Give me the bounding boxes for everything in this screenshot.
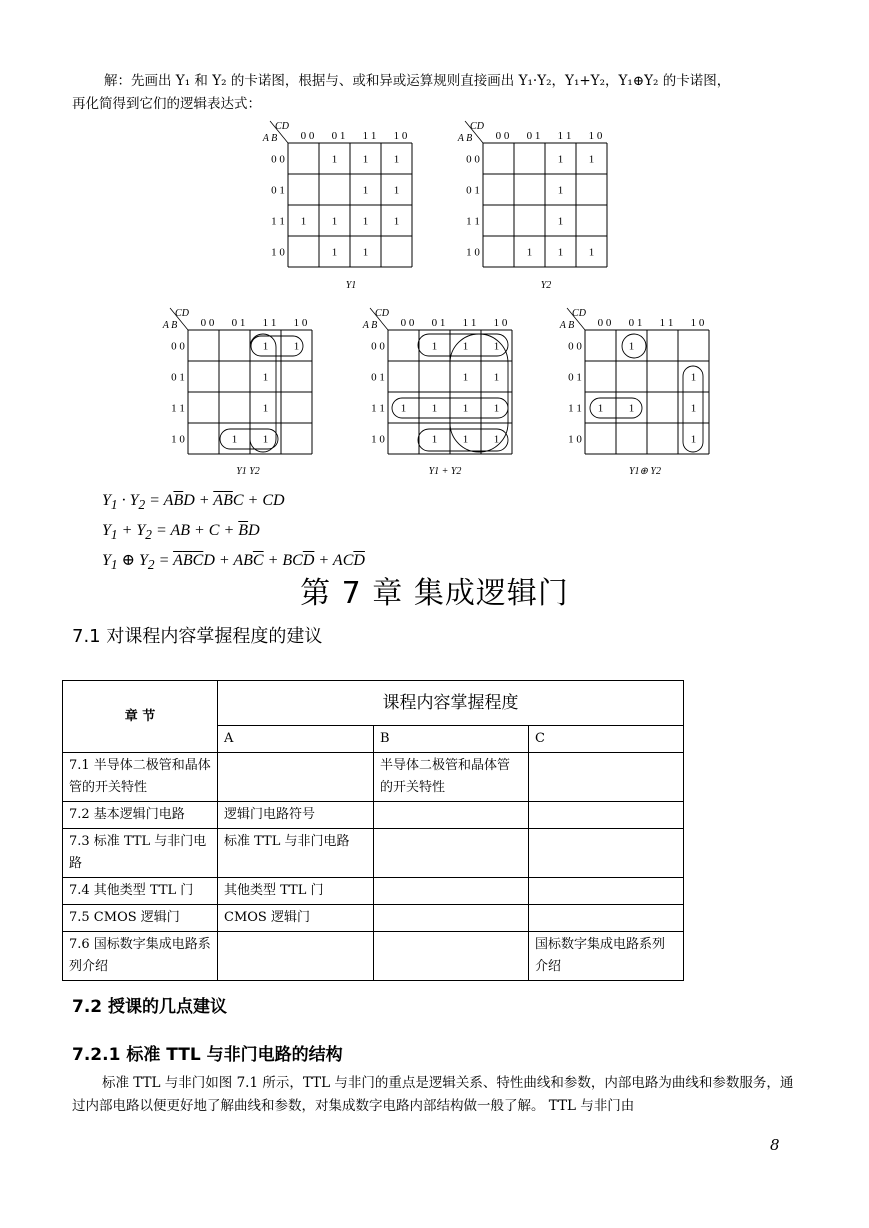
cell-a <box>218 753 374 802</box>
kmap-row-label: 0 1 <box>466 184 480 197</box>
cell-a <box>218 932 374 981</box>
kmap-cell-value: 1 <box>462 340 469 353</box>
kmap-cell-value: 1 <box>393 215 400 228</box>
kmap-row-label: 0 0 <box>271 153 285 166</box>
kmap-cd-label: CD <box>572 308 586 319</box>
cell-b <box>374 905 529 932</box>
cell-b <box>374 932 529 981</box>
kmap-row-label: 0 0 <box>371 340 385 353</box>
kmap-cell-value: 1 <box>557 246 564 259</box>
kmap-cell-value: 1 <box>526 246 533 259</box>
kmap-cell-value: 1 <box>431 340 438 353</box>
kmap-group-loop <box>220 429 278 449</box>
kmap-cell-value: 1 <box>557 184 564 197</box>
grade-c: C <box>529 726 684 753</box>
table-row <box>63 905 684 932</box>
kmap-cell-value: 1 <box>362 246 369 259</box>
karnaugh-maps <box>0 0 869 490</box>
cell-section: 7.1 半导体二极管和晶体管的开关特性 <box>63 753 218 802</box>
cell-c <box>529 829 684 878</box>
kmap-col-label: 0 1 <box>628 317 643 329</box>
section-7-1-heading: 7.1 对课程内容掌握程度的建议 <box>72 626 323 647</box>
kmap-col-label: 0 1 <box>526 130 541 142</box>
grade-a: A <box>218 726 374 753</box>
cell-c <box>529 753 684 802</box>
kmap-cell-value: 1 <box>393 184 400 197</box>
table-row <box>63 802 684 829</box>
kmap-col-label: 0 1 <box>431 317 446 329</box>
kmap-cell-value: 1 <box>462 402 469 415</box>
kmap-col-label: 0 0 <box>200 317 215 329</box>
paragraph-text: 标准 TTL 与非门如图 7.1 所示，TTL 与非门的重点是逻辑关系、特性曲线和参数，内部电路为曲线和参数服务，通过内部电路以便更好地了解曲线和参数，对集成数字电路内部结构做一般了解。 TTL 与非门由 <box>72 1075 794 1114</box>
intro-line-2: 再化简得到它们的逻辑表达式： <box>72 96 261 112</box>
kmap-col-label: 1 1 <box>557 130 572 142</box>
mastery-table <box>62 680 684 981</box>
kmap-cd-label: CD <box>470 121 484 132</box>
kmap-cell-value: 1 <box>262 402 269 415</box>
kmap-cell-value: 1 <box>690 433 697 446</box>
kmap-row-label: 0 0 <box>171 340 185 353</box>
cell-b <box>374 829 529 878</box>
kmap-cell-value: 1 <box>557 153 564 166</box>
intro-line-1: 解：先画出 Y₁ 和 Y₂ 的卡诺图，根据与、或和异或运算规则直接画出 Y₁·Y₂，Y₁+Y₂，Y₁⊕Y₂ 的卡诺图， <box>104 73 731 89</box>
table-header-row <box>63 681 684 726</box>
kmap-cell-value: 1 <box>262 433 269 446</box>
kmap-caption: Y1 + Y2 <box>428 466 462 477</box>
kmap-ab-label: A B <box>559 320 575 331</box>
kmap-row-label: 1 0 <box>271 246 285 259</box>
kmap-row-label: 0 1 <box>371 371 385 384</box>
kmap-col-label: 0 0 <box>495 130 510 142</box>
kmap-row-label: 1 0 <box>371 433 385 446</box>
kmap-cell-value: 1 <box>431 433 438 446</box>
equation-or: $Y_1 + Y_2$ = AB + $C + \overline{B}D$ <box>102 522 260 543</box>
kmap-cell-value: 1 <box>331 215 338 228</box>
table-row <box>63 878 684 905</box>
cell-section: 7.5 CMOS 逻辑门 <box>63 905 218 932</box>
section-7-2-1-heading: 7.2.1 标准 TTL 与非门电路的结构 <box>72 1045 343 1065</box>
kmap-cell-value: 1 <box>690 402 697 415</box>
kmap-cell-value: 1 <box>628 340 635 353</box>
kmap-cell-value: 1 <box>588 153 595 166</box>
kmap-row-label: 0 1 <box>271 184 285 197</box>
kmap-cell-value: 1 <box>493 402 500 415</box>
kmap-col-label: 1 0 <box>493 317 508 329</box>
cell-a: CMOS 逻辑门 <box>218 905 374 932</box>
kmap-caption: Y2 <box>540 280 552 291</box>
kmap-caption: Y1 <box>345 280 357 291</box>
kmap-cell-value: 1 <box>588 246 595 259</box>
chapter-title: 第 7 章 集成逻辑门 <box>300 576 569 611</box>
cell-c <box>529 905 684 932</box>
equation-and: $Y_1 \cdot Y_2 = A\overline{B}D + \overline{A}\overline{B}C$ + CD <box>102 492 285 513</box>
kmap-cell-value: 1 <box>462 371 469 384</box>
kmap-row-label: 1 0 <box>171 433 185 446</box>
cell-a: 其他类型 TTL 门 <box>218 878 374 905</box>
table-row <box>63 753 684 802</box>
kmap-cell-value: 1 <box>300 215 307 228</box>
kmap-cell-value: 1 <box>431 402 438 415</box>
kmap-cell-value: 1 <box>293 340 300 353</box>
kmap-row-label: 1 1 <box>271 215 285 228</box>
kmap-row-label: 1 0 <box>568 433 582 446</box>
kmap-ab-label: A B <box>362 320 378 331</box>
kmap-cell-value: 1 <box>400 402 407 415</box>
table-row <box>63 932 684 981</box>
kmap-group-loop <box>450 334 508 452</box>
kmap-cell-value: 1 <box>493 433 500 446</box>
cell-section: 7.6 国标数字集成电路系列介绍 <box>63 932 218 981</box>
kmap-col-label: 0 0 <box>400 317 415 329</box>
cell-section: 7.3 标准 TTL 与非门电路 <box>63 829 218 878</box>
kmap-row-label: 0 0 <box>568 340 582 353</box>
kmap-cell-value: 1 <box>597 402 604 415</box>
kmap-ab-label: A B <box>162 320 178 331</box>
kmap-cell-value: 1 <box>331 246 338 259</box>
kmap-col-label: 0 0 <box>300 130 315 142</box>
cell-c <box>529 878 684 905</box>
cell-a: 标准 TTL 与非门电路 <box>218 829 374 878</box>
kmap-cell-value: 1 <box>362 215 369 228</box>
kmap-row-label: 1 1 <box>466 215 480 228</box>
kmap-col-label: 1 0 <box>690 317 705 329</box>
kmap-cell-value: 1 <box>262 340 269 353</box>
kmap-col-label: 1 0 <box>588 130 603 142</box>
kmap-col-label: 1 1 <box>262 317 277 329</box>
kmap-row-label: 1 1 <box>568 402 582 415</box>
kmap-col-label: 1 1 <box>362 130 377 142</box>
section-7-2-heading: 7.2 授课的几点建议 <box>72 997 228 1017</box>
header-mastery: 课程内容掌握程度 <box>218 681 684 726</box>
kmap-cell-value: 1 <box>493 340 500 353</box>
kmap-ab-label: A B <box>457 133 473 144</box>
kmap-caption: Y1⊕ Y2 <box>628 466 662 477</box>
kmap-row-label: 1 1 <box>371 402 385 415</box>
cell-b: 半导体二极管和晶体管的开关特性 <box>374 753 529 802</box>
kmap-cell-value: 1 <box>362 153 369 166</box>
cell-c: 国标数字集成电路系列介绍 <box>529 932 684 981</box>
cell-section: 7.4 其他类型 TTL 门 <box>63 878 218 905</box>
kmap-col-label: 1 1 <box>462 317 477 329</box>
kmap-cell-value: 1 <box>262 371 269 384</box>
kmap-row-label: 0 1 <box>171 371 185 384</box>
cell-c <box>529 802 684 829</box>
kmap-col-label: 0 1 <box>231 317 246 329</box>
kmap-row-label: 0 1 <box>568 371 582 384</box>
kmap-row-label: 1 0 <box>466 246 480 259</box>
kmap-cell-value: 1 <box>231 433 238 446</box>
kmap-cell-value: 1 <box>393 153 400 166</box>
kmap-cell-value: 1 <box>362 184 369 197</box>
equations <box>102 488 365 579</box>
cell-section: 7.2 基本逻辑门电路 <box>63 802 218 829</box>
kmap-col-label: 1 1 <box>659 317 674 329</box>
kmap-col-label: 0 1 <box>331 130 346 142</box>
kmap-ab-label: A B <box>262 133 278 144</box>
kmap-col-label: 0 0 <box>597 317 612 329</box>
table-row <box>63 829 684 878</box>
cell-b <box>374 802 529 829</box>
kmap-col-label: 1 0 <box>293 317 308 329</box>
kmap-cd-label: CD <box>275 121 289 132</box>
equation-xor: $Y_1$ ⊕ $Y_2 = \overline{A}\overline{B}\overline{C}D + AB\overline{C} + BC\overline{D} + AC\overline{D}$ <box>102 552 365 573</box>
cell-b <box>374 878 529 905</box>
cell-a: 逻辑门电路符号 <box>218 802 374 829</box>
kmap-cell-value: 1 <box>493 371 500 384</box>
kmap-cd-label: CD <box>175 308 189 319</box>
grade-b: B <box>374 726 529 753</box>
kmap-cell-value: 1 <box>331 153 338 166</box>
kmap-cell-value: 1 <box>462 433 469 446</box>
body-paragraph <box>72 1072 802 1118</box>
kmap-caption: Y1 Y2 <box>236 466 260 477</box>
kmap-cell-value: 1 <box>690 371 697 384</box>
page-number: 8 <box>770 1136 780 1154</box>
kmap-col-label: 1 0 <box>393 130 408 142</box>
kmap-cell-value: 1 <box>628 402 635 415</box>
kmap-cell-value: 1 <box>557 215 564 228</box>
kmap-cd-label: CD <box>375 308 389 319</box>
header-section: 章 节 <box>63 681 218 753</box>
kmap-row-label: 0 0 <box>466 153 480 166</box>
kmap-row-label: 1 1 <box>171 402 185 415</box>
